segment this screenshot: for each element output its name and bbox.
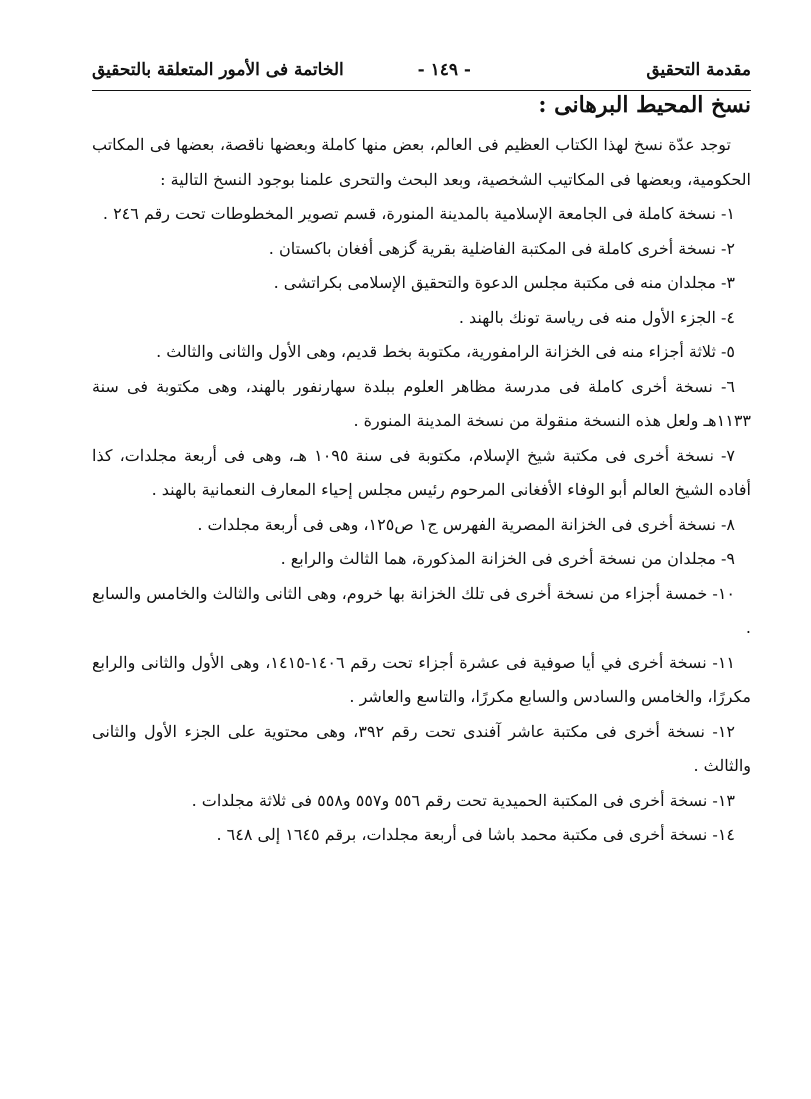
manuscript-item: ٥- ثلاثة أجزاء منه فى الخزانة الرامفورية، مكتوبة بخط قديم، وهى الأول والثانى والثالث . [156, 342, 735, 361]
manuscript-item: ٨- نسخة أخرى فى الخزانة المصرية الفهرس ج١ ص١٢٥، وهى فى أربعة مجلدات . [197, 514, 735, 534]
manuscript-item: ١٠- خمسة أجزاء من نسخة أخرى فى تلك الخزانة بها خروم، وهى الثانى والثالث والخامس والسابع . [92, 583, 751, 637]
intro-paragraph: توجد عدّة نسخ لهذا الكتاب العظيم فى العالم، بعض منها كاملة وبعضها ناقصة، بعضها فى المكاتب الحكومية، وبعضها فى المكاتيب الشخصية، وبعد البحث والتحرى علمنا بوجود النسخ التالية : [92, 135, 751, 189]
manuscript-item: ٩- مجلدان من نسخة أخرى فى الخزانة المذكورة، هما الثالث والرابع . [280, 549, 735, 568]
section-title: نسخ المحيط البرهانى : [538, 92, 751, 118]
running-header [92, 60, 751, 88]
book-title: مقدمة التحقيق [646, 60, 751, 80]
manuscript-item: ٤- الجزء الأول منه فى رياسة تونك بالهند . [458, 307, 735, 327]
header-rule [92, 90, 751, 91]
manuscript-item: ٦- نسخة أخرى كاملة فى مدرسة مظاهر العلوم ببلدة سهارنفور بالهند، وهى مكتوبة فى سنة ١١٣٣هـ ولعل هذه النسخة منقولة من نسخة المدينة المنورة . [92, 376, 751, 430]
manuscript-item: ١٤- نسخة أخرى فى مكتبة محمد باشا فى أربعة مجلدات، برقم ١٦٤٥ إلى ٦٤٨ . [216, 825, 735, 844]
body-text [92, 128, 751, 853]
manuscript-item: ١٢- نسخة أخرى فى مكتبة عاشر آفندى تحت رقم ٣٩٢، وهى محتوية على الجزء الأول والثانى والثالث . [92, 721, 751, 775]
manuscript-item: ٧- نسخة أخرى فى مكتبة شيخ الإسلام، مكتوبة فى سنة ١٠٩٥ هـ، وهى فى أربعة مجلدات، كذا أفاده الشيخ العالم أبو الوفاء الأفغانى المرحوم رئيس مجلس إحياء المعارف النعمانية بالهند . [92, 445, 751, 499]
manuscript-item: ٢- نسخة أخرى كاملة فى المكتبة الفاضلية بقرية گزهى أفغان باكستان . [268, 238, 735, 258]
manuscript-item: ١- نسخة كاملة فى الجامعة الإسلامية بالمدينة المنورة، قسم تصوير المخطوطات تحت رقم ٢٤٦ . [102, 204, 735, 223]
page-number: - ١٤٩ - [417, 60, 471, 80]
manuscript-item: ٣- مجلدان منه فى مكتبة مجلس الدعوة والتحقيق الإسلامى بكراتشى . [273, 273, 735, 292]
manuscript-item: ١١- نسخة أخرى في أيا صوفية فى عشرة أجزاء تحت رقم ١٤٠٦-١٤١٥، وهى الأول والثانى والرابع مكررًا، والخامس والسادس والسابع مكررًا، والتاسع والعاشر . [92, 652, 751, 706]
chapter-title: الخاتمة فى الأمور المتعلقة بالتحقيق [92, 60, 344, 80]
manuscript-item: ١٣- نسخة أخرى فى المكتبة الحميدية تحت رقم ٥٥٦ و٥٥٧ و٥٥٨ فى ثلاثة مجلدات . [191, 790, 735, 810]
